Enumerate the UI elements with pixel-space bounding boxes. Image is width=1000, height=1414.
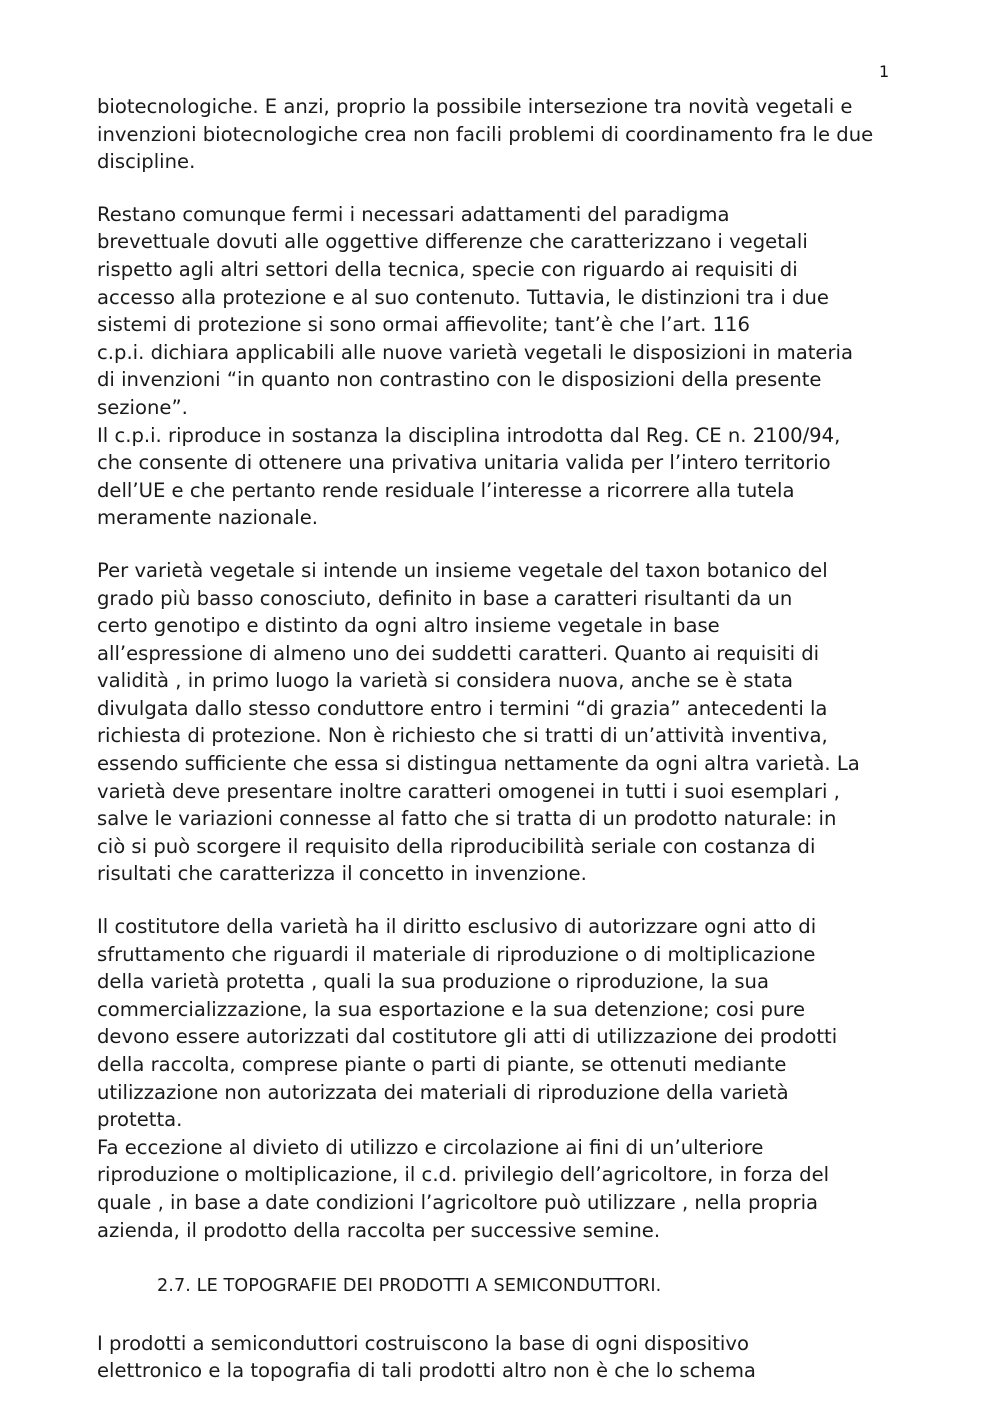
text-line: quale , in base a date condizioni l’agricoltore può utilizzare , nella propria [97, 1190, 819, 1214]
document-body [97, 93, 937, 1385]
text-line: invenzioni biotecnologiche crea non facili problemi di coordinamento fra le due [97, 122, 874, 146]
text-line: devono essere autorizzati dal costitutore gli atti di utilizzazione dei prodotti [97, 1025, 838, 1049]
paragraph-1 [97, 93, 937, 176]
text-line: dell’UE e che pertanto rende residuale l’interesse a ricorrere alla tutela [97, 478, 795, 502]
text-line: certo genotipo e distinto da ogni altro insieme vegetale in base [97, 614, 720, 638]
text-line: sfruttamento che riguardi il materiale di riproduzione o di moltiplicazione [97, 942, 816, 966]
text-line: validità , in primo luogo la varietà si considera nuova, anche se è stata [97, 669, 793, 693]
text-line: Fa eccezione al divieto di utilizzo e circolazione ai fini di un’ulteriore [97, 1135, 764, 1159]
text-line: della raccolta, comprese piante o parti di piante, se ottenuti mediante [97, 1053, 787, 1076]
text-line: che consente di ottenere una privativa unitaria valida per l’intero territorio [97, 451, 831, 475]
text-line: rispetto agli altri settori della tecnica, specie con riguardo ai requisiti di [97, 257, 798, 281]
paragraph-3 [97, 557, 937, 888]
text-line: varietà deve presentare inoltre caratteri omogenei in tutti i suoi esemplari , [97, 779, 840, 803]
text-line: accesso alla protezione e al suo contenuto. Tuttavia, le distinzioni tra i due [97, 285, 829, 309]
text-line: protetta. [97, 1108, 183, 1132]
text-line: Il costitutore della varietà ha il diritto esclusivo di autorizzare ogni atto di [97, 915, 817, 939]
text-line: biotecnologiche. E anzi, proprio la possibile intersezione tra novità vegetali e [97, 95, 853, 118]
text-line: commercializzazione, la sua esportazione e la sua detenzione; cosi pure [97, 997, 806, 1021]
section-heading: 2.7. LE TOPOGRAFIE DEI PRODOTTI A SEMICONDUTTORI. [157, 1276, 662, 1297]
text-line: meramente nazionale. [97, 506, 319, 530]
text-line: c.p.i. dichiara applicabili alle nuove varietà vegetali le disposizioni in materia [97, 340, 853, 364]
paragraph-2 [97, 201, 937, 532]
text-line: brevettuale dovuti alle oggettive differenze che caratterizzano i vegetali [97, 230, 808, 254]
text-line: sistemi di protezione si sono ormai affievolite; tant’è che l’art. 116 [97, 313, 750, 337]
text-line: discipline. [97, 150, 196, 174]
text-line: salve le variazioni connesse al fatto che si tratta di un prodotto naturale: in [97, 807, 837, 831]
text-line: divulgata dallo stesso conduttore entro i termini “di grazia” antecedenti la [97, 696, 828, 720]
text-line: Il c.p.i. riproduce in sostanza la disciplina introdotta dal Reg. CE n. 2100/94, [97, 423, 841, 447]
text-line: Restano comunque fermi i necessari adattamenti del paradigma [97, 202, 730, 226]
text-line: riproduzione o moltiplicazione, il c.d. privilegio dell’agricoltore, in forza del [97, 1163, 830, 1187]
text-line: richiesta di protezione. Non è richiesto che si tratti di un’attività inventiva, [97, 724, 828, 748]
text-line: ciò si può scorgere il requisito della riproducibilità seriale con costanza di [97, 834, 816, 858]
text-line: grado più basso conosciuto, definito in base a caratteri risultanti da un [97, 586, 793, 610]
text-line: utilizzazione non autorizzata dei materiali di riproduzione della varietà [97, 1080, 789, 1104]
text-line: Per varietà vegetale si intende un insieme vegetale del taxon botanico del [97, 558, 828, 582]
text-line: I prodotti a semiconduttori costruiscono la base di ogni dispositivo [97, 1331, 749, 1355]
text-line: di invenzioni “in quanto non contrastino con le disposizioni della presente [97, 368, 822, 392]
text-line: sezione”. [97, 395, 188, 419]
text-line: risultati che caratterizza il concetto in invenzione. [97, 862, 587, 886]
paragraph-5 [97, 1330, 937, 1385]
text-line: azienda, il prodotto della raccolta per successive semine. [97, 1218, 661, 1242]
text-line: elettronico e la topografia di tali prodotti altro non è che lo schema [97, 1359, 756, 1383]
page-number: 1 [879, 62, 890, 81]
text-line: all’espressione di almeno uno dei suddetti caratteri. Quanto ai requisiti di [97, 641, 820, 665]
text-line: essendo sufficiente che essa si distingua nettamente da ogni altra varietà. La [97, 752, 860, 776]
text-line: della varietà protetta , quali la sua produzione o riproduzione, la sua [97, 970, 769, 994]
paragraph-4 [97, 913, 937, 1244]
